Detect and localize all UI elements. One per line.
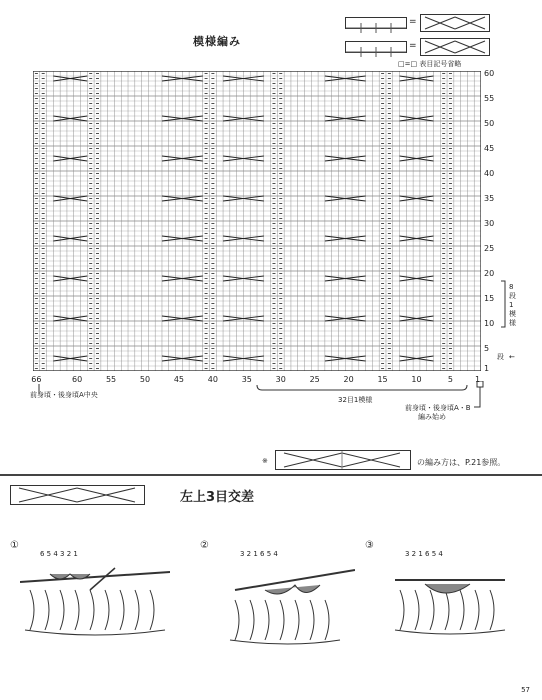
cross-step-1 <box>10 540 160 650</box>
cable-cross-mark <box>53 76 87 81</box>
row-label: 45 <box>484 143 495 153</box>
cross-title: 左上3目交差 <box>180 490 255 505</box>
column-repeat-bracket-icon <box>256 384 468 394</box>
note-mark: ※ <box>262 457 268 465</box>
column-label: 45 <box>173 375 185 384</box>
knit-illustration-3-icon <box>385 560 535 650</box>
center-label: 前身頃・後身頃A中央 <box>30 391 98 399</box>
row-label: 60 <box>484 68 495 78</box>
column-label: 1 <box>475 375 481 384</box>
direction-arrow-right: ← <box>509 353 515 361</box>
row-label: 35 <box>484 193 495 203</box>
step-labels: 6 5 4 3 2 1 <box>40 550 78 558</box>
column-label: 60 <box>72 375 83 384</box>
row-label: 40 <box>484 168 495 178</box>
ref-cross-symbol-art <box>276 451 410 469</box>
ref-cross-symbol <box>275 450 411 470</box>
page-number: 57 <box>521 686 530 694</box>
column-label: 50 <box>139 375 151 384</box>
legend-cross-1 <box>420 14 490 32</box>
legend-cross-2-art <box>421 39 489 55</box>
column-label: 10 <box>411 375 422 384</box>
row-label: 50 <box>484 118 495 128</box>
cross-symbol-heading <box>10 485 145 505</box>
legend-cross-2 <box>420 38 490 56</box>
step-labels: 3 2 1 6 5 4 <box>240 550 278 558</box>
cable-cross-mark <box>53 236 87 241</box>
cable-cross-mark <box>400 356 434 361</box>
cable-cross-mark <box>53 316 87 321</box>
section-divider <box>0 474 542 476</box>
column-label: 40 <box>207 375 218 384</box>
row-repeat-label: 8段1模様 <box>509 283 516 327</box>
column-label: 15 <box>377 375 388 384</box>
cable-cross-mark <box>400 316 434 321</box>
row-suffix: 段 <box>497 353 504 361</box>
start-marker-icon <box>473 381 493 411</box>
cable-cross-mark <box>400 156 434 161</box>
cable-cross-mark <box>53 196 87 201</box>
cross-step-2 <box>200 540 350 650</box>
row-label: 1 <box>484 363 490 373</box>
step-labels: 3 2 1 6 5 4 <box>405 550 443 558</box>
row-label: 20 <box>484 268 495 278</box>
cable-cross-mark <box>53 116 87 121</box>
legend-note: □=□ 表目記号省略 <box>398 60 462 68</box>
step-number: ② <box>200 540 209 551</box>
cross-symbol-heading-art <box>11 486 144 504</box>
chart-title: 模様編み <box>193 35 241 48</box>
row-label: 25 <box>484 243 495 253</box>
legend-equals-2: = <box>409 41 417 51</box>
cable-cross-mark <box>400 276 434 281</box>
column-label: 5 <box>447 375 453 384</box>
legend-symbol-1 <box>345 17 407 29</box>
start-label-2: 編み始め <box>418 413 446 421</box>
column-label: 25 <box>309 375 320 384</box>
cable-cross-mark <box>400 116 434 121</box>
cable-cross-mark <box>400 76 434 81</box>
column-label: 55 <box>105 375 117 384</box>
row-label: 55 <box>484 93 495 103</box>
legend-symbol-1-art <box>346 23 406 33</box>
step-number: ① <box>10 540 19 551</box>
cable-cross-mark <box>53 276 87 281</box>
column-label: 66 <box>31 375 42 384</box>
column-label: 30 <box>275 375 286 384</box>
cable-cross-mark <box>400 236 434 241</box>
knitting-chart-grid <box>33 71 481 371</box>
row-label: 5 <box>484 343 490 353</box>
knit-illustration-1-icon <box>20 560 170 650</box>
column-label: 35 <box>241 375 252 384</box>
legend-equals-1: = <box>409 17 417 27</box>
step-number: ③ <box>365 540 374 551</box>
cable-cross-mark <box>53 356 87 361</box>
legend-symbol-2 <box>345 41 407 53</box>
start-label-1: 前身頃・後身頃A・B <box>405 404 471 412</box>
cross-step-3 <box>365 540 515 650</box>
row-label: 15 <box>484 293 495 303</box>
cable-cross-mark <box>53 156 87 161</box>
knit-illustration-2-icon <box>215 560 355 650</box>
ref-note-text: の編み方は、P.21参照。 <box>417 458 506 467</box>
column-label: 20 <box>343 375 354 384</box>
row-label: 10 <box>484 318 495 328</box>
row-label: 30 <box>484 218 495 228</box>
legend-cross-1-art <box>421 15 489 31</box>
column-repeat-label: 32目1模様 <box>338 396 373 404</box>
legend-symbol-2-art <box>346 47 406 57</box>
cable-cross-mark <box>400 196 434 201</box>
